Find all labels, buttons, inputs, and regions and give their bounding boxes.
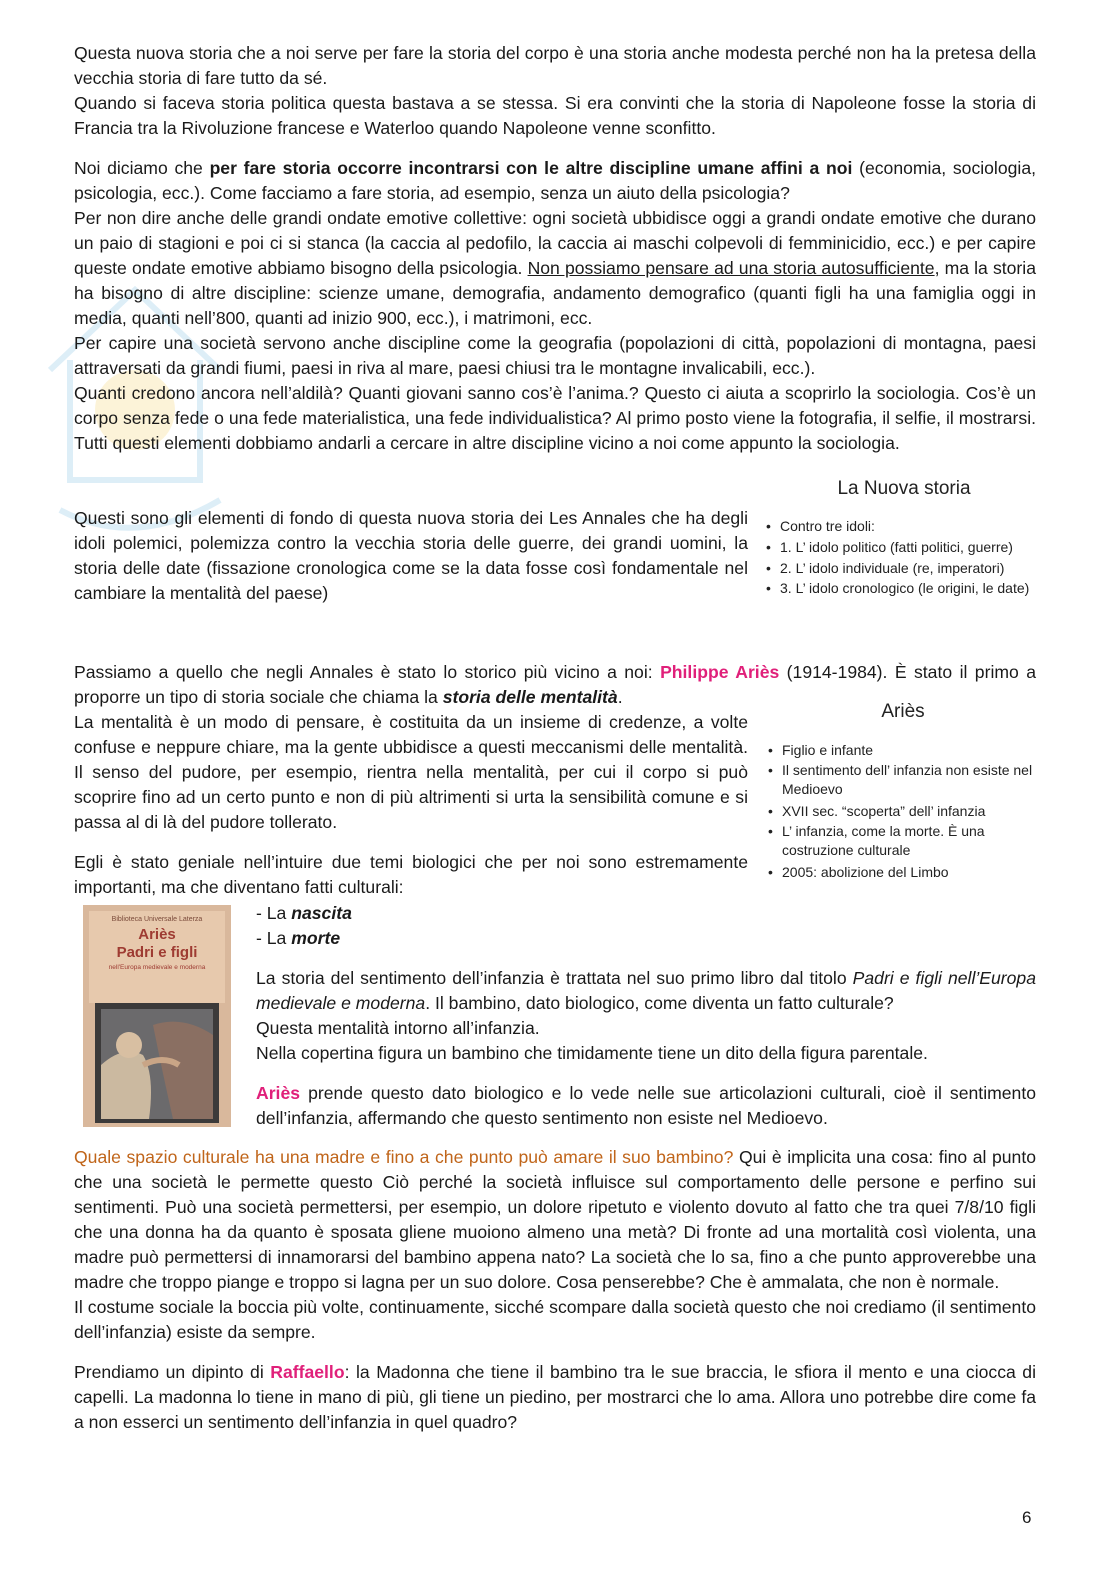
paragraph: Ariès prende questo dato biologico e lo vede nelle sue articolazioni culturali, cioè il sentimento dell’infanzia, affermando che questo sentimento non esiste nel Medioevo. [256, 1083, 1036, 1128]
paragraph: Per non dire anche delle grandi ondate emotive collettive: ogni società ubbidisce oggi a grandi ondate emotive che durano un paio di stagioni e poi ci si stanca (la caccia al pedofilo, la caccia ai maschi colpevoli di femminicidio, ecc.) e per capire queste ondate emotive abbiamo bisogno della psicologia. Non possiamo pensare ad una storia autosufficiente, ma la storia ha bisogno di altre discipline: scienze umane, demografia, andamento demografico (quanti figli ha una famiglia oggi in media, quanti nell’800, quanti ad inizio 900, ecc.), i matrimoni, ecc. [74, 208, 1036, 328]
slide-item: • 2005: abolizione del Limbo [768, 862, 1038, 883]
paragraph: La storia del sentimento dell’infanzia è trattata nel suo primo libro dal titolo Padri e figli nell’Europa medievale e moderna. Il bambino, dato biologico, come diventa un fatto culturale? [256, 968, 1036, 1013]
paragraph: La mentalità è un modo di pensare, è costituita da un insieme di credenze, a volte confuse e neppure chiare, ma la gente ubbidisce a questi meccanismi delle mentalità. Il senso del pudore, per esempio, rientra nella mentalità, per cui il corpo si può scoprire fino ad un certo punto e non di più altrimenti si urta la sensibilità comune e si passa al di là del pudore tollerato. [74, 712, 748, 832]
slide-aries [768, 701, 1038, 883]
paragraph: Passiamo a quello che negli Annales è stato lo storico più vicino a noi: Philippe Ariès (1914-1984). È stato il primo a proporre un tipo di storia sociale che chiama la storia delle mentalità. [74, 662, 1036, 707]
book-title: Padri e figli [116, 944, 198, 961]
paragraph: Questi sono gli elementi di fondo di questa nuova storia dei Les Annales che ha degli idoli polemici, polemizza contro la vecchia storia delle guerre, dei grandi uomini, la storia delle date (fissazione cronologica come se la data fosse così fondamentale nel cambiare la mentalità del paese) [74, 508, 748, 603]
slide-item: • Figlio e infante [768, 740, 1038, 761]
slide-item: • L’ infanzia, come la morte. È una costruzione culturale [768, 822, 1038, 862]
book-author: Ariès [138, 926, 176, 943]
paragraph: Egli è stato geniale nell’intuire due temi biologici che per noi sono estremamente importanti, ma che diventano fatti culturali: [74, 852, 748, 897]
paragraph: Questa nuova storia che a noi serve per fare la storia del corpo è una storia anche modesta perché non ha la pretesa della vecchia storia di fare tutto da sé. [74, 43, 1036, 88]
paragraph: Prendiamo un dipinto di Raffaello: la Madonna che tiene il bambino tra le sue braccia, le sfiora il mento e una ciocca di capelli. La madonna lo tiene in mano di più, gli tiene un piedino, per mostrarci che lo ama. Allora uno potrebbe dire come fa a non esserci un sentimento dell’infanzia in quel quadro? [74, 1362, 1036, 1432]
page-number: 6 [1022, 1508, 1032, 1527]
slide-item: • XVII sec. “scoperta” dell’ infanzia [768, 801, 1038, 822]
slide-item: • Il sentimento dell’ infanzia non esiste nel Medioevo [768, 761, 1038, 801]
paragraph: Questa mentalità intorno all’infanzia. [256, 1018, 540, 1038]
paragraph: Noi diciamo che per fare storia occorre incontrarsi con le altre discipline umane affini a noi (economia, sociologia, psicologia, ecc.). Come facciamo a fare storia, ad esempio, senza un aiuto della psicologia? [74, 158, 1036, 203]
paragraph: Nella copertina figura un bambino che timidamente tiene un dito della figura parentale. [256, 1043, 928, 1063]
slide-item: • 2. L’ idolo individuale (re, imperatori) [766, 558, 1042, 579]
slide-item: • 1. L’ idolo politico (fatti politici, guerre) [766, 537, 1042, 558]
slide-list [768, 740, 1038, 883]
paragraph: Quando si faceva storia politica questa bastava a se stessa. Si era convinti che la storia di Napoleone fosse la storia di Francia tra la Rivoluzione francese e Waterloo quando Napoleone venne sconfitto. [74, 93, 1036, 138]
slide-title: La Nuova storia [837, 478, 971, 499]
book-subtitle: nell'Europa medievale e moderna [108, 964, 206, 971]
paragraph: Per capire una società servono anche discipline come la geografia (popolazioni di città, popolazioni di montagna, paesi attraversati da grandi fiumi, paesi in riva al mare, paesi chiusi tra le montagne invalicabili, ecc.). [74, 333, 1036, 378]
section-madre [74, 1145, 1036, 1435]
slide-title: Ariès [881, 701, 925, 722]
paragraph: Quanti credono ancora nell’aldilà? Quanti giovani sanno cos’è l’anima.? Questo ci aiuta a scoprirlo la sociologia. Cos’è un corpo senza fede o una fede materialistica, una fede individualistica? Al primo posto viene la fotografia, il selfie, il mostrarsi. Tutti questi elementi dobbiamo andarli a cercare in altre discipline vicino a noi come appunto la sociologia. [74, 383, 1036, 453]
slide-list [766, 516, 1042, 600]
slide-nuova-storia [766, 478, 1042, 600]
slide-item: • Contro tre idoli: [766, 516, 1042, 537]
paragraph: Il costume sociale la boccia più volte, continuamente, sicché scompare dalla società questo che noi crediamo (il sentimento dell’infanzia) esiste da sempre. [74, 1297, 1036, 1342]
book-cover-image [83, 905, 231, 1127]
slide-item: • 3. L’ idolo cronologico (le origini, le date) [766, 579, 1042, 600]
paragraph: Quale spazio culturale ha una madre e fino a che punto può amare il suo bambino? Qui è implicita una cosa: fino al punto che una società le permette questo Ciò perché la società influisce sul comportamento delle persone e perfino sui sentimenti. Può una società permettersi, per esempio, un dolore ripetuto e violento dovuto al fatto che tra quei 7/8/10 figli che una donna ha da quanto è sposata gliene muoiono almeno una metà? Di fronte ad una mortalità così violenta, una madre può permettersi di innamorarsi del bambino appena nato? La società che lo sa, fino a che punto approverebbe una madre che troppo piange e troppo si lagna per un suo dolore. Cosa penserebbe? Che è ammalata, che non è normale. [74, 1147, 1037, 1292]
section-intro [74, 41, 1036, 456]
section-annales [74, 506, 748, 606]
biological-themes-list [256, 901, 352, 951]
section-padri-figli [256, 966, 1036, 1131]
book-publisher: Biblioteca Universale Laterza [111, 916, 203, 923]
list-item: - La nascita [256, 903, 352, 923]
list-item: - La morte [256, 928, 341, 948]
section-mentalita [74, 710, 748, 900]
